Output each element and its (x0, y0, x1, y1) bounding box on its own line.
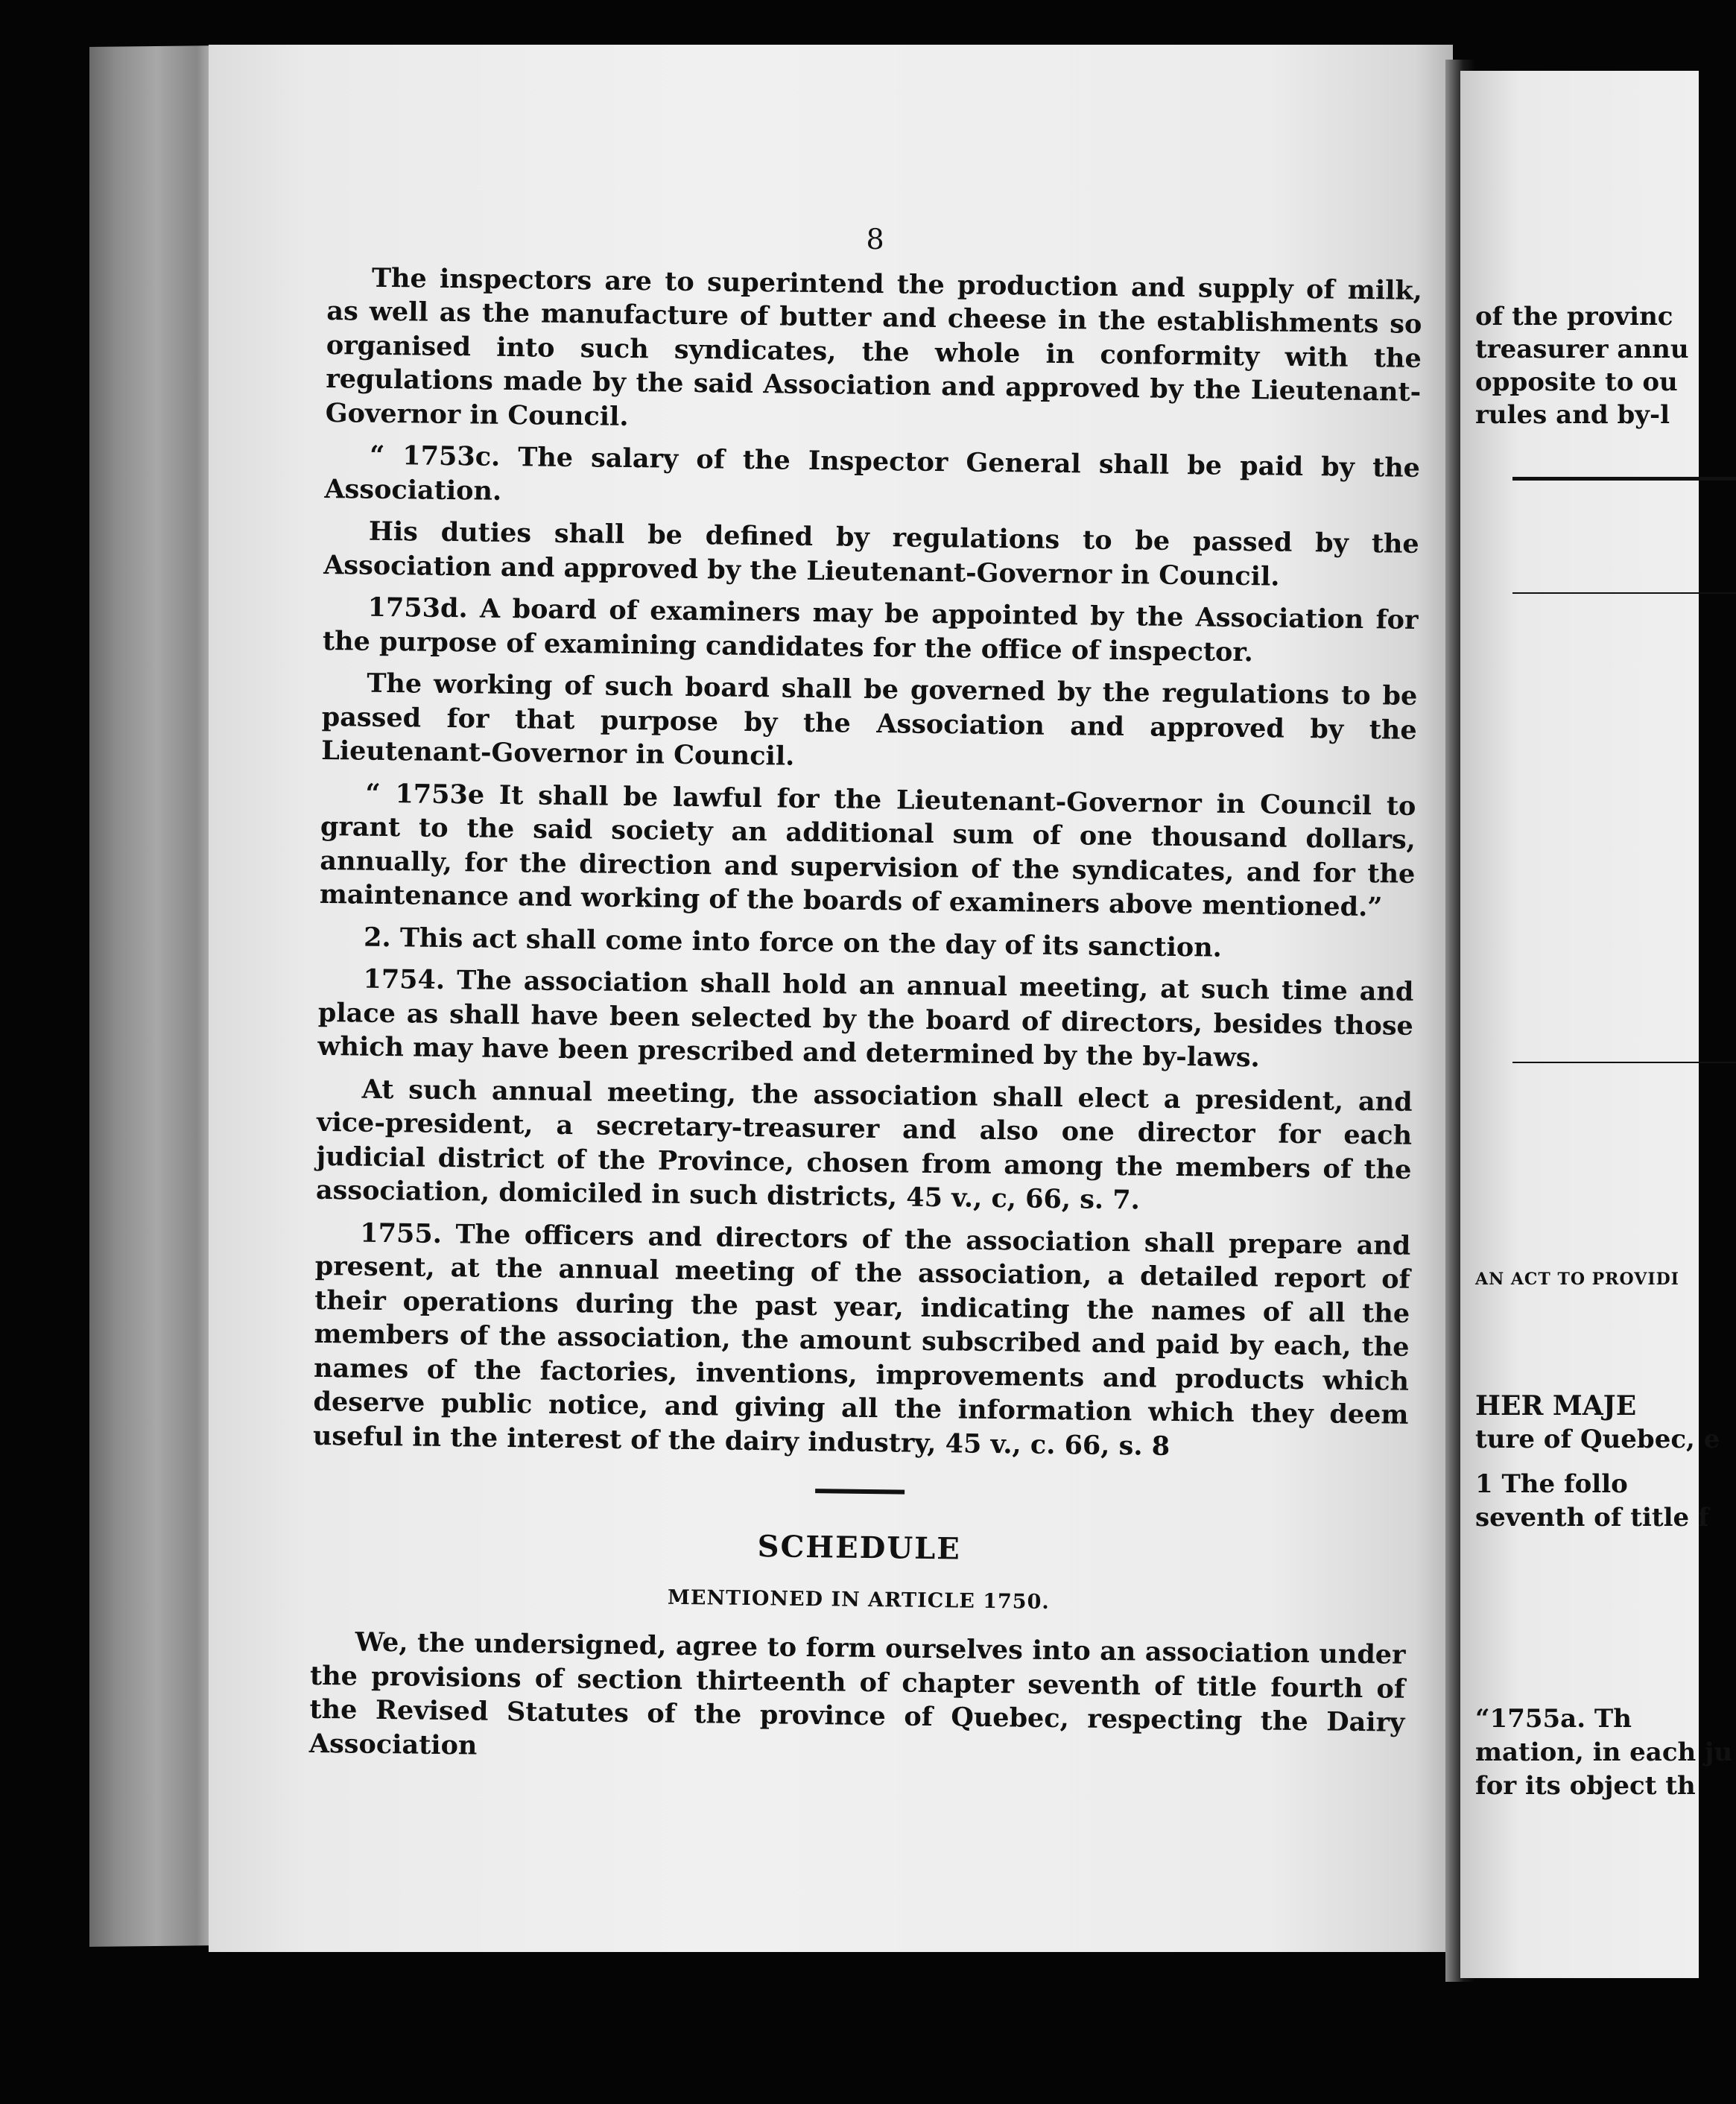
right-page-line: “1755a. Th (1475, 1704, 1632, 1734)
paragraph-1753d: 1753d. A board of examiners may be appointed by the Association for the purpose of examining candidates for the office of inspector. (322, 592, 1419, 668)
right-page-line: rules and by-l (1475, 400, 1670, 430)
right-page-line: treasurer annu (1475, 335, 1689, 364)
right-page-rule (1512, 477, 1736, 481)
paragraph-1753e: “ 1753e It shall be lawful for the Lieutenant-Governor in Council to grant to the said society an additional sum of one thousand dollars, annually, for the direction and supervision of the syndicates, and for the maintenance and working of the boards of examiners above mentioned.” (319, 778, 1416, 923)
right-page-line: for its object th (1475, 1771, 1696, 1801)
book-page-edges (89, 45, 224, 1947)
paragraph-schedule: We, the undersigned, agree to form ourselves into an association under the provisions of section thirteenth of chapter seventh of title fourth of the Revised Statutes of the province of Quebec, respecting the Dairy Association (308, 1626, 1406, 1761)
right-page-rule-thin (1512, 1062, 1736, 1063)
right-page-line: opposite to ou (1475, 367, 1678, 397)
paragraph-inspectors: The inspectors are to superintend the production and supply of milk, as well as the manufacture of butter and cheese in the establishments so organised into such syndicates, the whole in conformity with the regulations made by the said Association and approved by the Lieutenant-Governor in Council. (325, 262, 1423, 432)
right-page-line: ture of Quebec, e (1475, 1425, 1720, 1454)
left-page-text (309, 216, 1423, 1782)
right-page (1460, 71, 1733, 1978)
schedule-title: SCHEDULE (757, 1529, 962, 1567)
paragraph-1753c: “ 1753c. The salary of the Inspector General shall be paid by the Association. (324, 440, 1421, 507)
right-page-act-heading: AN ACT TO PROVIDI (1475, 1270, 1679, 1289)
paragraph-1755: 1755. The officers and directors of the association shall prepare and present, at the annual meeting of the association, a detailed report of their operations during the past year, indicating the names of all the members of the association, the amount subscribed and paid by each, the names of the factories, inventions, improvements and products which deserve public notice, and giving all the information which they deem useful in the interest of the dairy industry, 45 v., c. 66, s. 8 (312, 1217, 1411, 1462)
right-page-line: mation, in each ju (1475, 1737, 1733, 1767)
paragraph-annual-meeting: At such annual meeting, the association shall elect a president, and vice-president, a secretary-treasurer and also one director for each judicial district of the Province, chosen from among the members of the association, domiciled in such districts, 45 v., c, 66, s. 7. (315, 1074, 1413, 1216)
right-page-line: 1 The follo (1475, 1469, 1628, 1499)
paragraph-section-2: 2. This act shall come into force on the day of its sanction. (363, 922, 1223, 963)
section-divider (815, 1489, 905, 1494)
schedule-subtitle: MENTIONED IN ARTICLE 1750. (667, 1585, 1050, 1614)
paragraph-board-working: The working of such board shall be governed by the regulations to be passed for that purpose by the Association and approved by the Lieutenant-Governor in Council. (320, 668, 1418, 772)
paragraph-1754: 1754. The association shall hold an annual meeting, at such time and place as shall have been selected by the board of directors, besides those which may have been prescribed and determined by the by-laws. (317, 963, 1414, 1074)
right-page-line: seventh of title f (1475, 1503, 1709, 1533)
right-page-line: HER MAJE (1475, 1390, 1637, 1422)
right-page-line: of the provinc (1475, 302, 1673, 332)
right-page-rule-thin (1512, 592, 1736, 594)
paragraph-duties: His duties shall be defined by regulations to be passed by the Association and approved by the Lieutenant-Governor in Council. (323, 516, 1419, 592)
page-number: 8 (866, 222, 885, 256)
